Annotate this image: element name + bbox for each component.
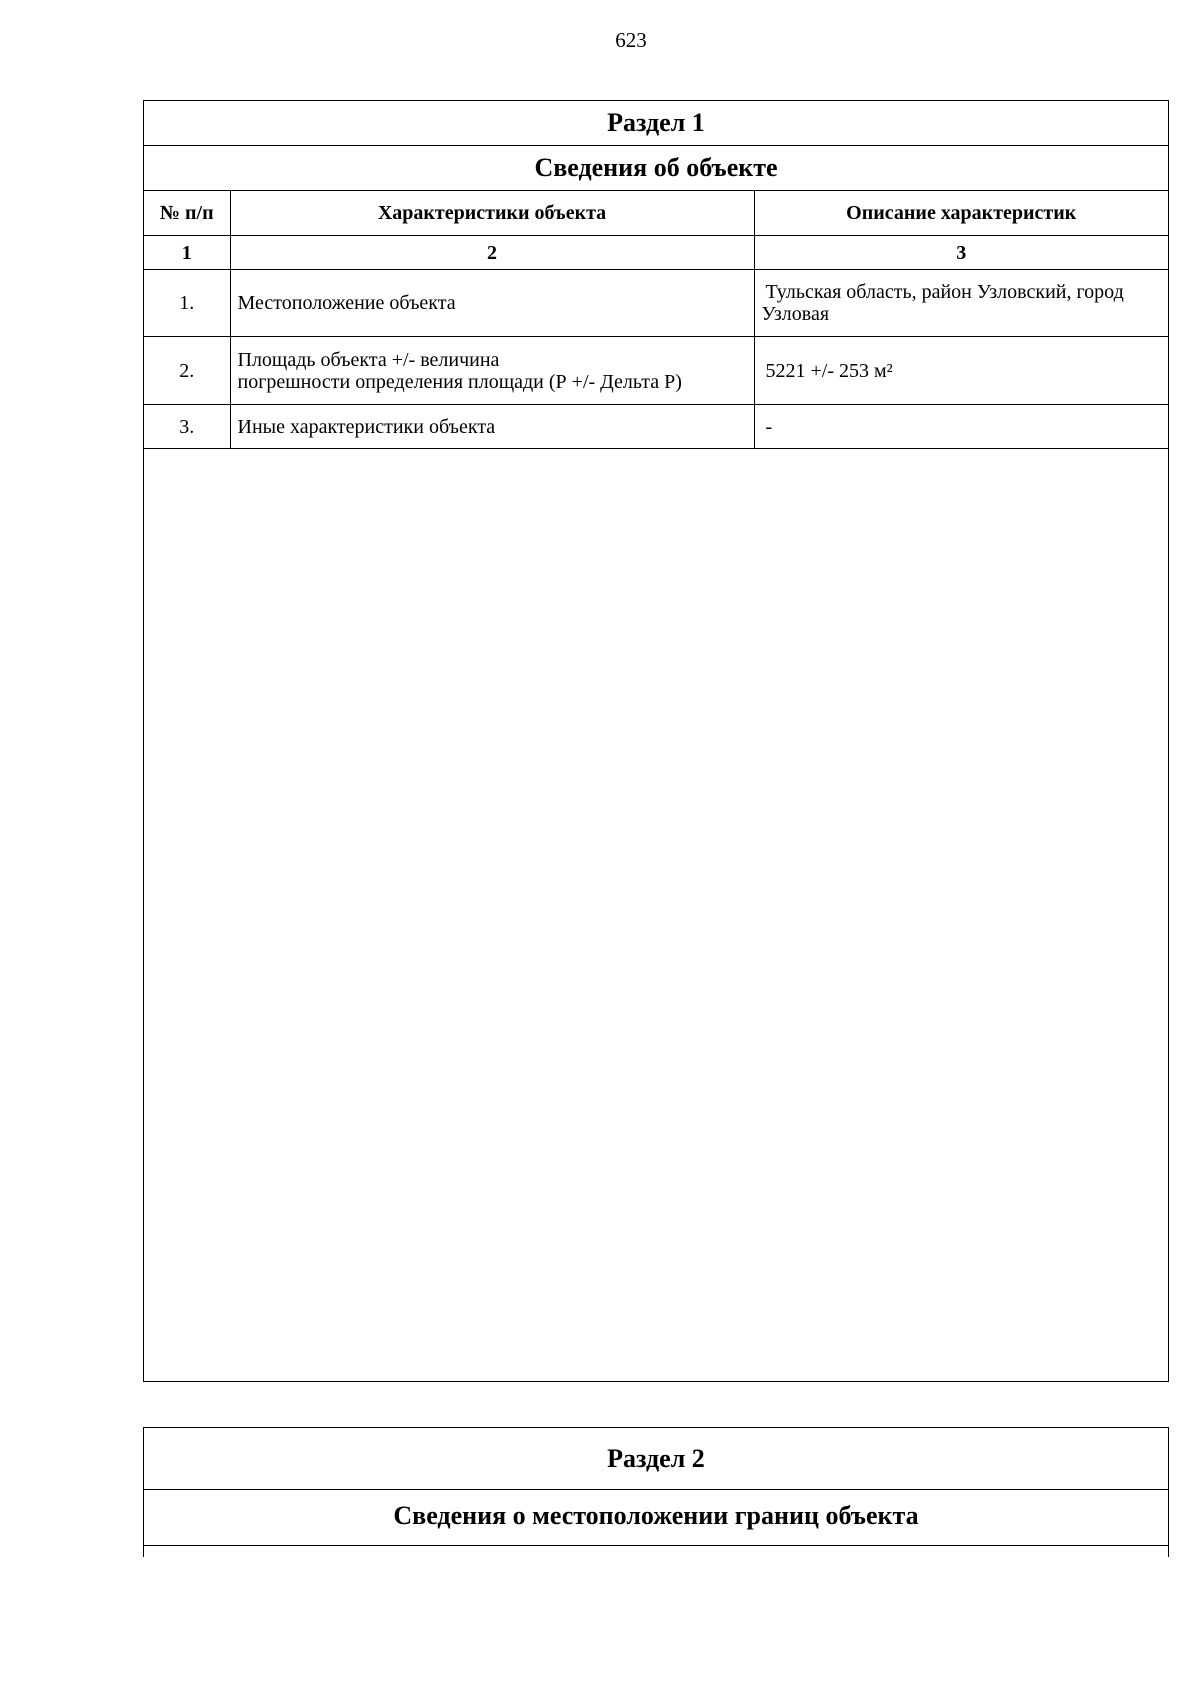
column-header-characteristic: Характеристики объекта — [230, 191, 754, 236]
description-line: - — [765, 415, 773, 438]
section-1-table-frame — [143, 100, 1169, 1382]
characteristic-line: погрешности определения площади (Р +/- Дельта Р) — [237, 370, 682, 393]
row-description — [754, 270, 1168, 337]
row-description — [754, 337, 1168, 405]
table-row — [144, 405, 1168, 449]
column-header-number: № п/п — [144, 191, 230, 236]
description-line: 5221 +/- 253 м² — [765, 359, 893, 382]
column-index-1: 1 — [144, 236, 230, 270]
description-line: Тульская область, район Узловский, город — [765, 281, 1124, 303]
row-characteristic — [230, 337, 754, 405]
column-index-2: 2 — [230, 236, 754, 270]
section-title: Раздел 1 — [144, 101, 1168, 146]
characteristic-line: Местоположение объекта — [237, 292, 456, 314]
section-subtitle: Сведения об объекте — [144, 146, 1168, 191]
row-characteristic — [230, 405, 754, 449]
characteristic-line: Иные характеристики объекта — [237, 415, 496, 438]
row-number: 2. — [144, 337, 230, 405]
section-title: Раздел 2 — [144, 1428, 1168, 1490]
column-header-description: Описание характеристик — [754, 191, 1168, 236]
characteristic-line: Площадь объекта +/- величина — [237, 348, 500, 371]
object-info-table — [144, 101, 1168, 449]
row-number: 1. — [144, 270, 230, 337]
table-row — [144, 337, 1168, 405]
row-description — [754, 405, 1168, 449]
section-subtitle: Сведения о местоположении границ объекта — [144, 1490, 1168, 1546]
page-number: 623 — [615, 28, 647, 52]
table-row — [144, 270, 1168, 337]
row-number: 3. — [144, 405, 230, 449]
description-line: Узловая — [761, 303, 830, 325]
column-index-3: 3 — [754, 236, 1168, 270]
section-2-table-frame — [143, 1427, 1169, 1557]
row-characteristic — [230, 270, 754, 337]
